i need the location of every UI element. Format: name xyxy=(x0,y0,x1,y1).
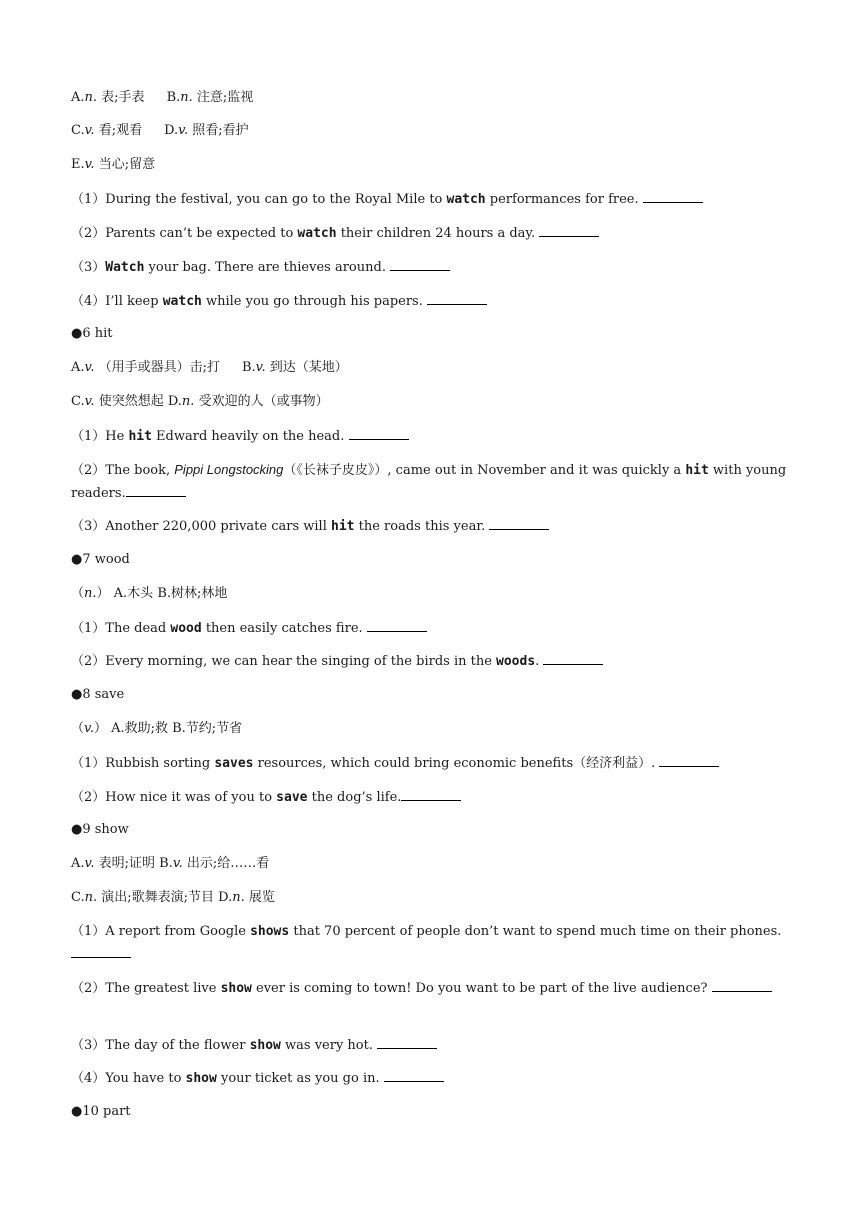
answer-blank[interactable] xyxy=(427,292,487,305)
w8-option-line xyxy=(71,720,791,737)
definition: 展览 xyxy=(244,890,275,905)
definition: 注意;监视 xyxy=(192,90,254,105)
option-letter: D. xyxy=(218,890,233,905)
definition: 出示;给……看 xyxy=(182,856,270,871)
w9-sentence-2 xyxy=(71,977,791,1000)
answer-blank[interactable] xyxy=(659,754,719,767)
sentence-text: your bag. There are thieves around. xyxy=(144,260,391,275)
part-of-speech: v. xyxy=(84,157,95,172)
option-letter: B. xyxy=(166,90,181,105)
answer-blank[interactable] xyxy=(489,517,549,530)
part-of-speech: v. xyxy=(255,360,266,375)
option-letter: A. xyxy=(71,360,85,375)
option-letter: D. xyxy=(164,123,179,138)
sentence-text: （2）Every morning, we can hear the singing of the birds in the xyxy=(71,654,497,669)
answer-blank[interactable] xyxy=(543,652,603,665)
part-of-speech: n. xyxy=(232,890,245,905)
word-heading: ●7 wood xyxy=(71,552,130,567)
definition: 使突然想起 xyxy=(94,394,168,409)
w6-sentence-2 xyxy=(71,458,791,505)
w9-sentence-4 xyxy=(71,1069,791,1087)
sentence-text: （4）You have to xyxy=(71,1071,186,1086)
answer-blank[interactable] xyxy=(377,1036,437,1049)
word-heading: ●8 save xyxy=(71,687,125,702)
bracket: （ xyxy=(71,586,85,601)
option-letter: A. xyxy=(71,90,85,105)
answer-blank[interactable] xyxy=(390,258,450,271)
option-letter: B. xyxy=(159,856,173,871)
part-of-speech: v. xyxy=(84,123,95,138)
sentence-text: . xyxy=(535,654,544,669)
sentence-text: （1）Rubbish sorting xyxy=(71,756,215,771)
keyword: hit xyxy=(331,519,355,534)
keyword: save xyxy=(276,790,308,805)
sentence-text: （2）The greatest live xyxy=(71,981,221,996)
sentence-text: with young readers. xyxy=(71,463,787,501)
option-letter: E. xyxy=(71,157,85,172)
part-of-speech: n. xyxy=(84,890,98,905)
keyword: show xyxy=(249,1038,281,1053)
w5-sentence-4 xyxy=(71,292,791,310)
part-of-speech: n. xyxy=(181,394,195,409)
sentence-text: （2）The book, xyxy=(71,463,175,478)
sentence-text: your ticket as you go in. xyxy=(216,1071,384,1086)
book-title: Pippi Longstocking xyxy=(174,462,284,477)
sentence-text: the dog’s life. xyxy=(307,790,402,805)
part-of-speech: n. xyxy=(84,586,97,601)
answer-blank[interactable] xyxy=(367,619,427,632)
w5-option-line-3 xyxy=(71,156,791,173)
sentence-text: （4）I’ll keep xyxy=(71,294,163,309)
option-letter: C. xyxy=(71,890,85,905)
answer-blank[interactable] xyxy=(384,1069,444,1082)
keyword: show xyxy=(185,1071,217,1086)
answer-blank[interactable] xyxy=(126,484,186,497)
keyword: saves xyxy=(214,756,254,771)
definition: ） A.木头 B.树林;林地 xyxy=(96,586,228,601)
answer-blank[interactable] xyxy=(349,427,409,440)
part-of-speech: v. xyxy=(84,721,94,736)
w5-sentence-1 xyxy=(71,190,791,208)
w8-sentence-1 xyxy=(71,754,791,772)
sentence-text: （2）How nice it was of you to xyxy=(71,790,277,805)
definition: 看;观看 xyxy=(94,123,143,138)
sentence-text: （1）The dead xyxy=(71,621,171,636)
definition: 演出;歌舞表演;节目 xyxy=(97,890,219,905)
keyword: watch xyxy=(297,226,337,241)
w6-option-line-2 xyxy=(71,393,791,410)
option-letter: B. xyxy=(241,360,256,375)
w9-sentence-1 xyxy=(71,920,791,966)
definition: 受欢迎的人（或事物） xyxy=(194,394,329,409)
w6-option-line-1 xyxy=(71,359,791,376)
option-letter: C. xyxy=(71,394,85,409)
keyword: woods xyxy=(496,654,536,669)
sentence-text: their children 24 hours a day. xyxy=(336,226,540,241)
part-of-speech: v. xyxy=(178,123,189,138)
keyword: show xyxy=(220,981,252,996)
sentence-text: while you go through his papers. xyxy=(201,294,427,309)
keyword: wood xyxy=(170,621,202,636)
sentence-text: ever is coming to town! Do you want to be part of the live audience? xyxy=(251,981,712,996)
sentence-text: （3）The day of the flower xyxy=(71,1038,250,1053)
option-letter: A. xyxy=(71,856,85,871)
sentence-text: （2）Parents can’t be expected to xyxy=(71,226,298,241)
bracket: （ xyxy=(71,721,85,736)
keyword: Watch xyxy=(105,260,145,275)
sentence-text: that 70 percent of people don’t want to spend much time on their phones. xyxy=(289,924,782,939)
w7-option-line xyxy=(71,585,791,602)
sentence-text: （1）During the festival, you can go to the Royal Mile to xyxy=(71,192,447,207)
sentence-text: （3） xyxy=(71,260,106,275)
sentence-text: resources, which could bring economic benefits（经济利益）. xyxy=(253,756,660,771)
definition: 到达（某地） xyxy=(265,360,348,375)
sentence-text: was very hot. xyxy=(280,1038,378,1053)
w8-sentence-2 xyxy=(71,788,791,806)
sentence-text: （1）He xyxy=(71,429,129,444)
sentence-text: （《长袜子皮皮》）, came out in November and it was quickly a xyxy=(283,463,686,478)
w9-option-line-2 xyxy=(71,889,791,906)
keyword: hit xyxy=(685,463,709,478)
part-of-speech: v. xyxy=(172,856,183,871)
w9-sentence-3 xyxy=(71,1036,791,1054)
sentence-text: performances for free. xyxy=(485,192,643,207)
answer-blank[interactable] xyxy=(539,224,599,237)
part-of-speech: v. xyxy=(84,360,95,375)
answer-blank[interactable] xyxy=(71,945,131,958)
keyword: hit xyxy=(128,429,152,444)
part-of-speech: n. xyxy=(84,90,98,105)
w5-option-line-2 xyxy=(71,122,791,139)
keyword: watch xyxy=(446,192,486,207)
definition: 表明;证明 xyxy=(94,856,160,871)
w7-sentence-2 xyxy=(71,652,791,670)
sentence-text: then easily catches fire. xyxy=(201,621,367,636)
definition: 当心;留意 xyxy=(94,157,156,172)
answer-blank[interactable] xyxy=(401,788,461,801)
word-heading: ●10 part xyxy=(71,1104,131,1119)
definition: ） A.救助;救 B.节约;节省 xyxy=(93,721,243,736)
option-letter: C. xyxy=(71,123,85,138)
w5-sentence-3 xyxy=(71,258,791,276)
part-of-speech: v. xyxy=(84,856,95,871)
w6-sentence-1 xyxy=(71,427,791,445)
w6-sentence-3 xyxy=(71,517,791,535)
sentence-text: the roads this year. xyxy=(354,519,490,534)
sentence-text: Edward heavily on the head. xyxy=(151,429,349,444)
w7-sentence-1 xyxy=(71,619,791,637)
keyword: watch xyxy=(162,294,202,309)
option-letter: D. xyxy=(167,394,182,409)
definition: （用手或器具）击;打 xyxy=(94,360,220,375)
word-heading: ●6 hit xyxy=(71,326,113,341)
w9-option-line-1 xyxy=(71,855,791,872)
word-heading: ●9 show xyxy=(71,822,129,837)
answer-blank[interactable] xyxy=(643,190,703,203)
w5-sentence-2 xyxy=(71,224,791,242)
sentence-text: （1）A report from Google xyxy=(71,924,251,939)
w5-option-line-1 xyxy=(71,89,791,106)
part-of-speech: n. xyxy=(180,90,193,105)
definition: 照看;看护 xyxy=(188,123,249,138)
definition: 表;手表 xyxy=(97,90,145,105)
keyword: shows xyxy=(250,924,290,939)
answer-blank[interactable] xyxy=(712,979,772,992)
sentence-text: （3）Another 220,000 private cars will xyxy=(71,519,332,534)
part-of-speech: v. xyxy=(84,394,95,409)
